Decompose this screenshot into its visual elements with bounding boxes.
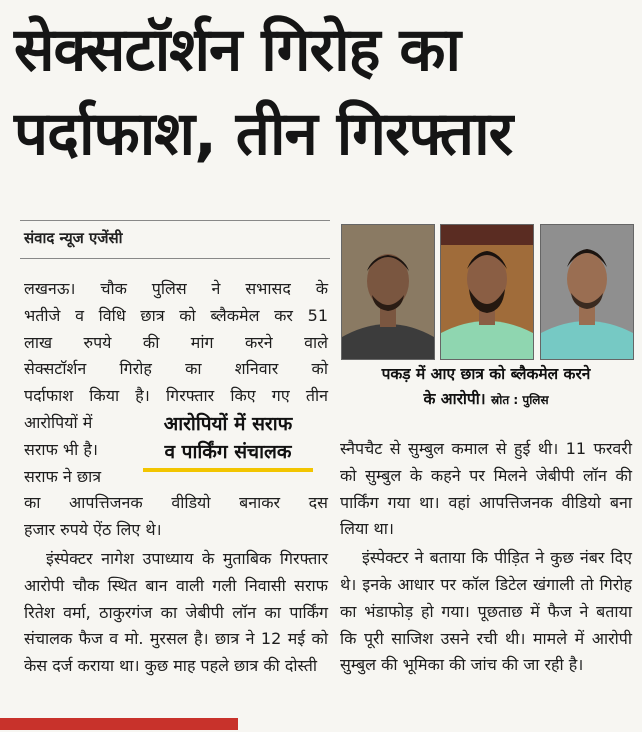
left-p1-line-1: लखनऊ। चौक पुलिस ने सभासद के	[24, 279, 328, 298]
headline-line-1: सेक्सटॉर्शन गिरोह का	[14, 15, 460, 85]
top-rule	[20, 220, 330, 221]
byline: संवाद न्यूज एजेंसी	[24, 229, 123, 247]
pullquote-line-1: आरोपियों में सराफ	[163, 413, 293, 435]
left-column	[24, 276, 328, 680]
left-p1-line-10: हजार रुपये ऐंठ लिए थे।	[24, 520, 162, 540]
right-p1: स्नैपचैट से सुम्बुल कमाल से हुई थी। 11 फरवरी को सुम्बुल के कहने पर मिलने जेबीपी लॉन की पार्किंग गया था। वहां आपत्तिजनक वीडियो बना लिया था।	[340, 439, 632, 539]
caption-line-2-wrap	[340, 387, 632, 413]
accused-photo-2	[440, 224, 534, 360]
caption-source: स्रोत : पुलिस	[491, 393, 549, 407]
next-article-strip	[0, 716, 642, 732]
left-p1-line-3: लाख रुपये की मांग करने वाले	[24, 332, 328, 352]
left-p1-line-8: सराफ ने छात्र	[24, 466, 102, 486]
caption-line-2: के आरोपी।	[423, 390, 486, 408]
photo-caption	[340, 362, 632, 413]
left-p2: इंस्पेक्टर नागेश उपाध्याय के मुताबिक गिरफ्तार आरोपी चौक स्थित बान वाली गली निवासी सराफ रितेश वर्मा, ठाकुरगंज का जेबीपी लॉन का पार्किंग संचालक फैज व मो. मुरसल है। छात्र ने 12 मई को केस दर्ज कराया था। कुछ माह पहले छात्र की दोस्ती	[24, 548, 328, 676]
pullquote	[143, 410, 313, 472]
left-p1-line-5: पर्दाफाश किया है। गिरफ्तार किए गए तीन	[24, 386, 328, 406]
next-article-red-bar	[0, 718, 238, 730]
caption-line-1: पकड़ में आए छात्र को ब्लैकमेल करने	[381, 365, 591, 383]
left-p1-line-6: आरोपियों में	[24, 412, 93, 432]
left-p1-line-4: सेक्सटॉर्शन गिरोह का शनिवार को	[24, 359, 328, 379]
left-p1-line-9: का आपत्तिजनक वीडियो बनाकर दस	[24, 493, 328, 513]
headline-line-2: पर्दाफाश, तीन गिरफ्तार	[14, 99, 513, 169]
right-column	[340, 436, 632, 679]
pullquote-line-2: व पार्किंग संचालक	[164, 441, 292, 463]
left-p1-line-7: सराफ भी है।	[24, 439, 98, 459]
accused-photo-3	[540, 224, 634, 360]
byline-rule	[20, 258, 330, 259]
accused-photo-1	[341, 224, 435, 360]
left-p1-line-2: भतीजे व विधि छात्र को ब्लैकमेल कर 51	[24, 305, 328, 325]
headline	[14, 8, 634, 176]
right-p2: इंस्पेक्टर ने बताया कि पीड़ित ने कुछ नंबर दिए थे। इनके आधार पर कॉल डिटेल खंगाली तो गिरोह का भंडाफोड़ हो गया। पूछताछ में फैज ने बताया कि पूरी साजिश उसने रची थी। मामले में आरोपी सुम्बुल की भूमिका की जांच की जा रही है।	[340, 548, 632, 675]
